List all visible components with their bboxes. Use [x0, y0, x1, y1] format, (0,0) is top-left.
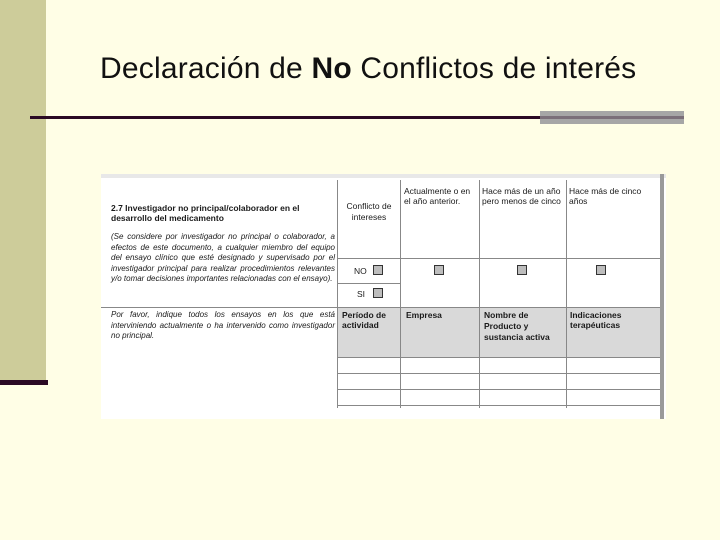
option-no-label: NO	[354, 266, 367, 276]
slide-title-bold: No	[311, 52, 352, 85]
row-sep-r4	[338, 405, 660, 406]
bottom-header-indications: Indicaciones terapéuticas	[570, 310, 622, 330]
declaration-form-image	[101, 174, 666, 419]
form-top-edge	[101, 174, 666, 178]
current-checkbox[interactable]	[434, 265, 444, 275]
bottom-header-period: Período de actividad	[342, 310, 386, 330]
trials-note: Por favor, indique todos los ensayos en los que está interviniendo actualmente o ha intervenido como investigador no principal.	[111, 310, 335, 340]
row-sep-main	[101, 307, 660, 308]
row-sep-r2	[338, 373, 660, 374]
row-sep-r1	[338, 357, 660, 358]
col-over-one-header: Hace más de un año pero menos de cinco	[482, 186, 561, 206]
section-title: 2.7 Investigador no principal/colaborador en el desarrollo del medicamento	[111, 203, 300, 223]
title-rule	[30, 116, 540, 119]
option-si-checkbox[interactable]	[373, 288, 383, 298]
conflict-header: Conflicto de intereses	[346, 201, 392, 222]
title-rule-accent	[540, 111, 684, 124]
left-accent-bar	[0, 0, 46, 380]
form-right-edge	[660, 174, 664, 419]
left-accent-bar-foot	[0, 380, 48, 385]
section-note: (Se considere por investigador no principal o colaborador, a efectos de este documento, a cualquier miembro del equipo del ensayo clínico que esté designado y supervisado por el investigador principal para realizar procedimientos relevantes y/o tomar decisiones importantes relacionadas con el ensayo).	[111, 232, 335, 283]
row-sep-header	[338, 258, 660, 259]
bottom-header-company: Empresa	[406, 310, 442, 320]
option-no-checkbox[interactable]	[373, 265, 383, 275]
row-sep-r3	[338, 389, 660, 390]
over-one-checkbox[interactable]	[517, 265, 527, 275]
over-five-checkbox[interactable]	[596, 265, 606, 275]
col-over-five-header: Hace más de cinco años	[569, 186, 642, 206]
bottom-header-product: Nombre de Producto y sustancia activa	[484, 310, 550, 342]
col-current-header: Actualmente o en el año anterior.	[404, 186, 471, 206]
slide-title: Declaración de No Conflictos de interés	[100, 52, 637, 85]
row-sep-no	[338, 283, 401, 284]
option-si-label: SI	[357, 289, 366, 299]
